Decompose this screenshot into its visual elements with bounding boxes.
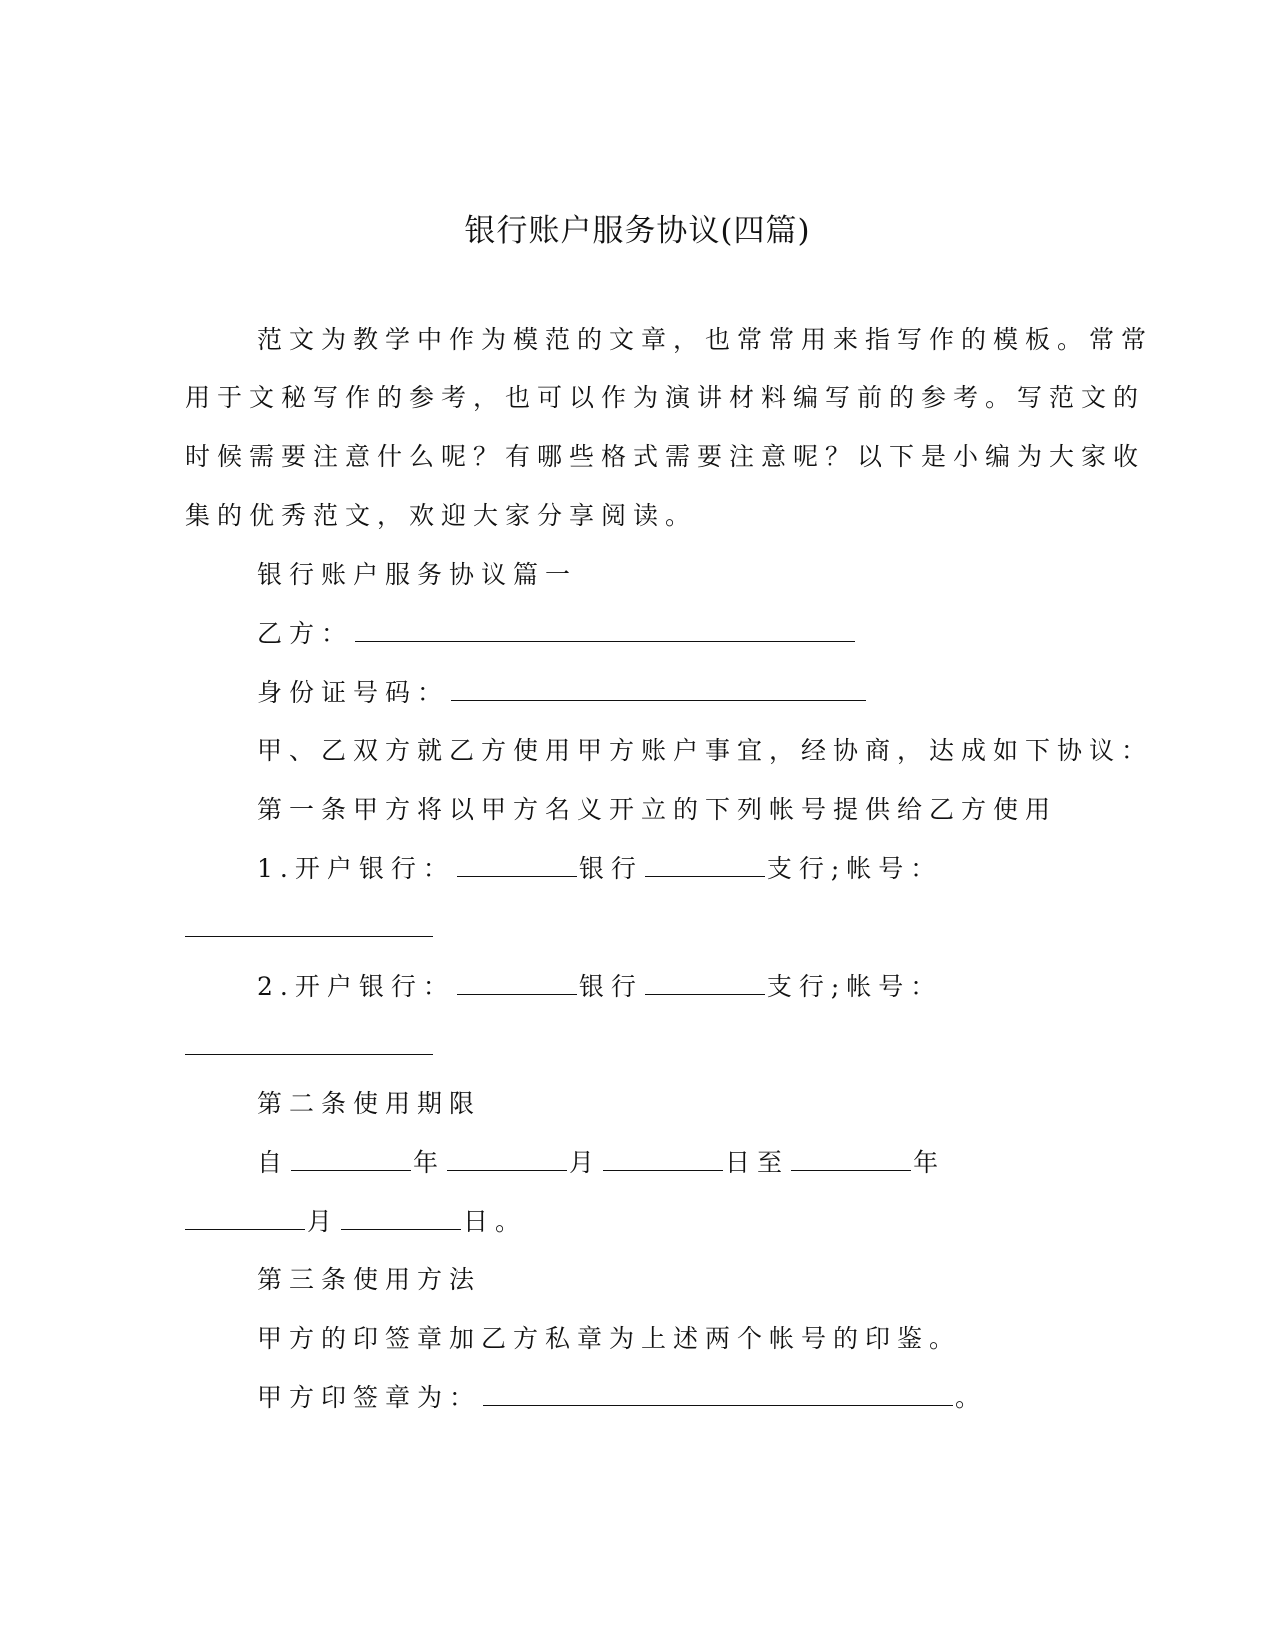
account-2-prefix: 2.开户银行： xyxy=(257,972,455,1001)
account-1-line xyxy=(257,852,942,886)
seal-label: 甲方印签章为： xyxy=(257,1383,482,1412)
account-2-bank-label: 银行 xyxy=(578,972,643,1001)
period-month-label: 月 xyxy=(569,1148,602,1177)
period-start-year-blank xyxy=(291,1146,411,1171)
article-2: 第二条使用期限 xyxy=(257,1089,482,1118)
account-1-number-blank xyxy=(185,936,433,937)
party-b-label: 乙方： xyxy=(257,619,354,648)
seal-text: 甲方的印签章加乙方私章为上述两个帐号的印鉴。 xyxy=(257,1324,962,1353)
intro-line-4: 集的优秀范文，欢迎大家分享阅读。 xyxy=(185,501,698,530)
account-2-line xyxy=(257,970,942,1004)
article-3: 第三条使用方法 xyxy=(257,1265,482,1294)
party-b-line xyxy=(257,617,857,651)
period-year-label: 年 xyxy=(413,1148,446,1177)
period-start-day-blank xyxy=(603,1146,723,1171)
seal-line xyxy=(257,1381,987,1415)
account-2-branch-label: 支行;帐号： xyxy=(766,972,943,1001)
period-start-month-blank xyxy=(447,1146,567,1171)
intro-line-2: 用于文秘写作的参考，也可以作为演讲材料编写前的参考。写范文的 xyxy=(185,383,1146,412)
id-number-label: 身份证号码： xyxy=(257,678,450,707)
party-b-blank xyxy=(355,617,855,642)
seal-end: 。 xyxy=(955,1383,988,1412)
article-1: 第一条甲方将以甲方名义开立的下列帐号提供给乙方使用 xyxy=(257,795,1058,824)
account-2-number-blank xyxy=(185,1054,433,1055)
account-1-branch-blank xyxy=(645,852,765,877)
intro-line-1: 范文为教学中作为模范的文章，也常常用来指写作的模板。常常 xyxy=(257,325,1154,354)
period-from: 自 xyxy=(257,1148,290,1177)
document-title: 银行账户服务协议(四篇) xyxy=(464,213,811,249)
period-end-day-blank xyxy=(341,1205,461,1230)
period-line-2 xyxy=(185,1205,527,1239)
agreement-text: 甲、乙双方就乙方使用甲方账户事宜，经协商，达成如下协议： xyxy=(257,736,1154,765)
period-end-month-blank xyxy=(185,1205,305,1230)
account-1-branch-label: 支行;帐号： xyxy=(766,854,943,883)
id-number-line xyxy=(257,676,868,710)
account-2-branch-blank xyxy=(645,970,765,995)
period-year2-label: 年 xyxy=(913,1148,946,1177)
account-1-bank-blank xyxy=(457,852,577,877)
period-line-1 xyxy=(257,1146,945,1180)
seal-blank xyxy=(483,1381,953,1406)
account-1-bank-label: 银行 xyxy=(578,854,643,883)
period-end-year-blank xyxy=(791,1146,911,1171)
intro-line-3: 时候需要注意什么呢？有哪些格式需要注意呢？以下是小编为大家收 xyxy=(185,442,1146,471)
period-day-to-label: 日至 xyxy=(725,1148,790,1177)
section-heading: 银行账户服务协议篇一 xyxy=(257,560,578,589)
period-month2-label: 月 xyxy=(307,1207,340,1236)
account-2-bank-blank xyxy=(457,970,577,995)
account-1-prefix: 1.开户银行： xyxy=(257,854,455,883)
period-day-end-label: 日。 xyxy=(463,1207,528,1236)
id-number-blank xyxy=(451,676,866,701)
